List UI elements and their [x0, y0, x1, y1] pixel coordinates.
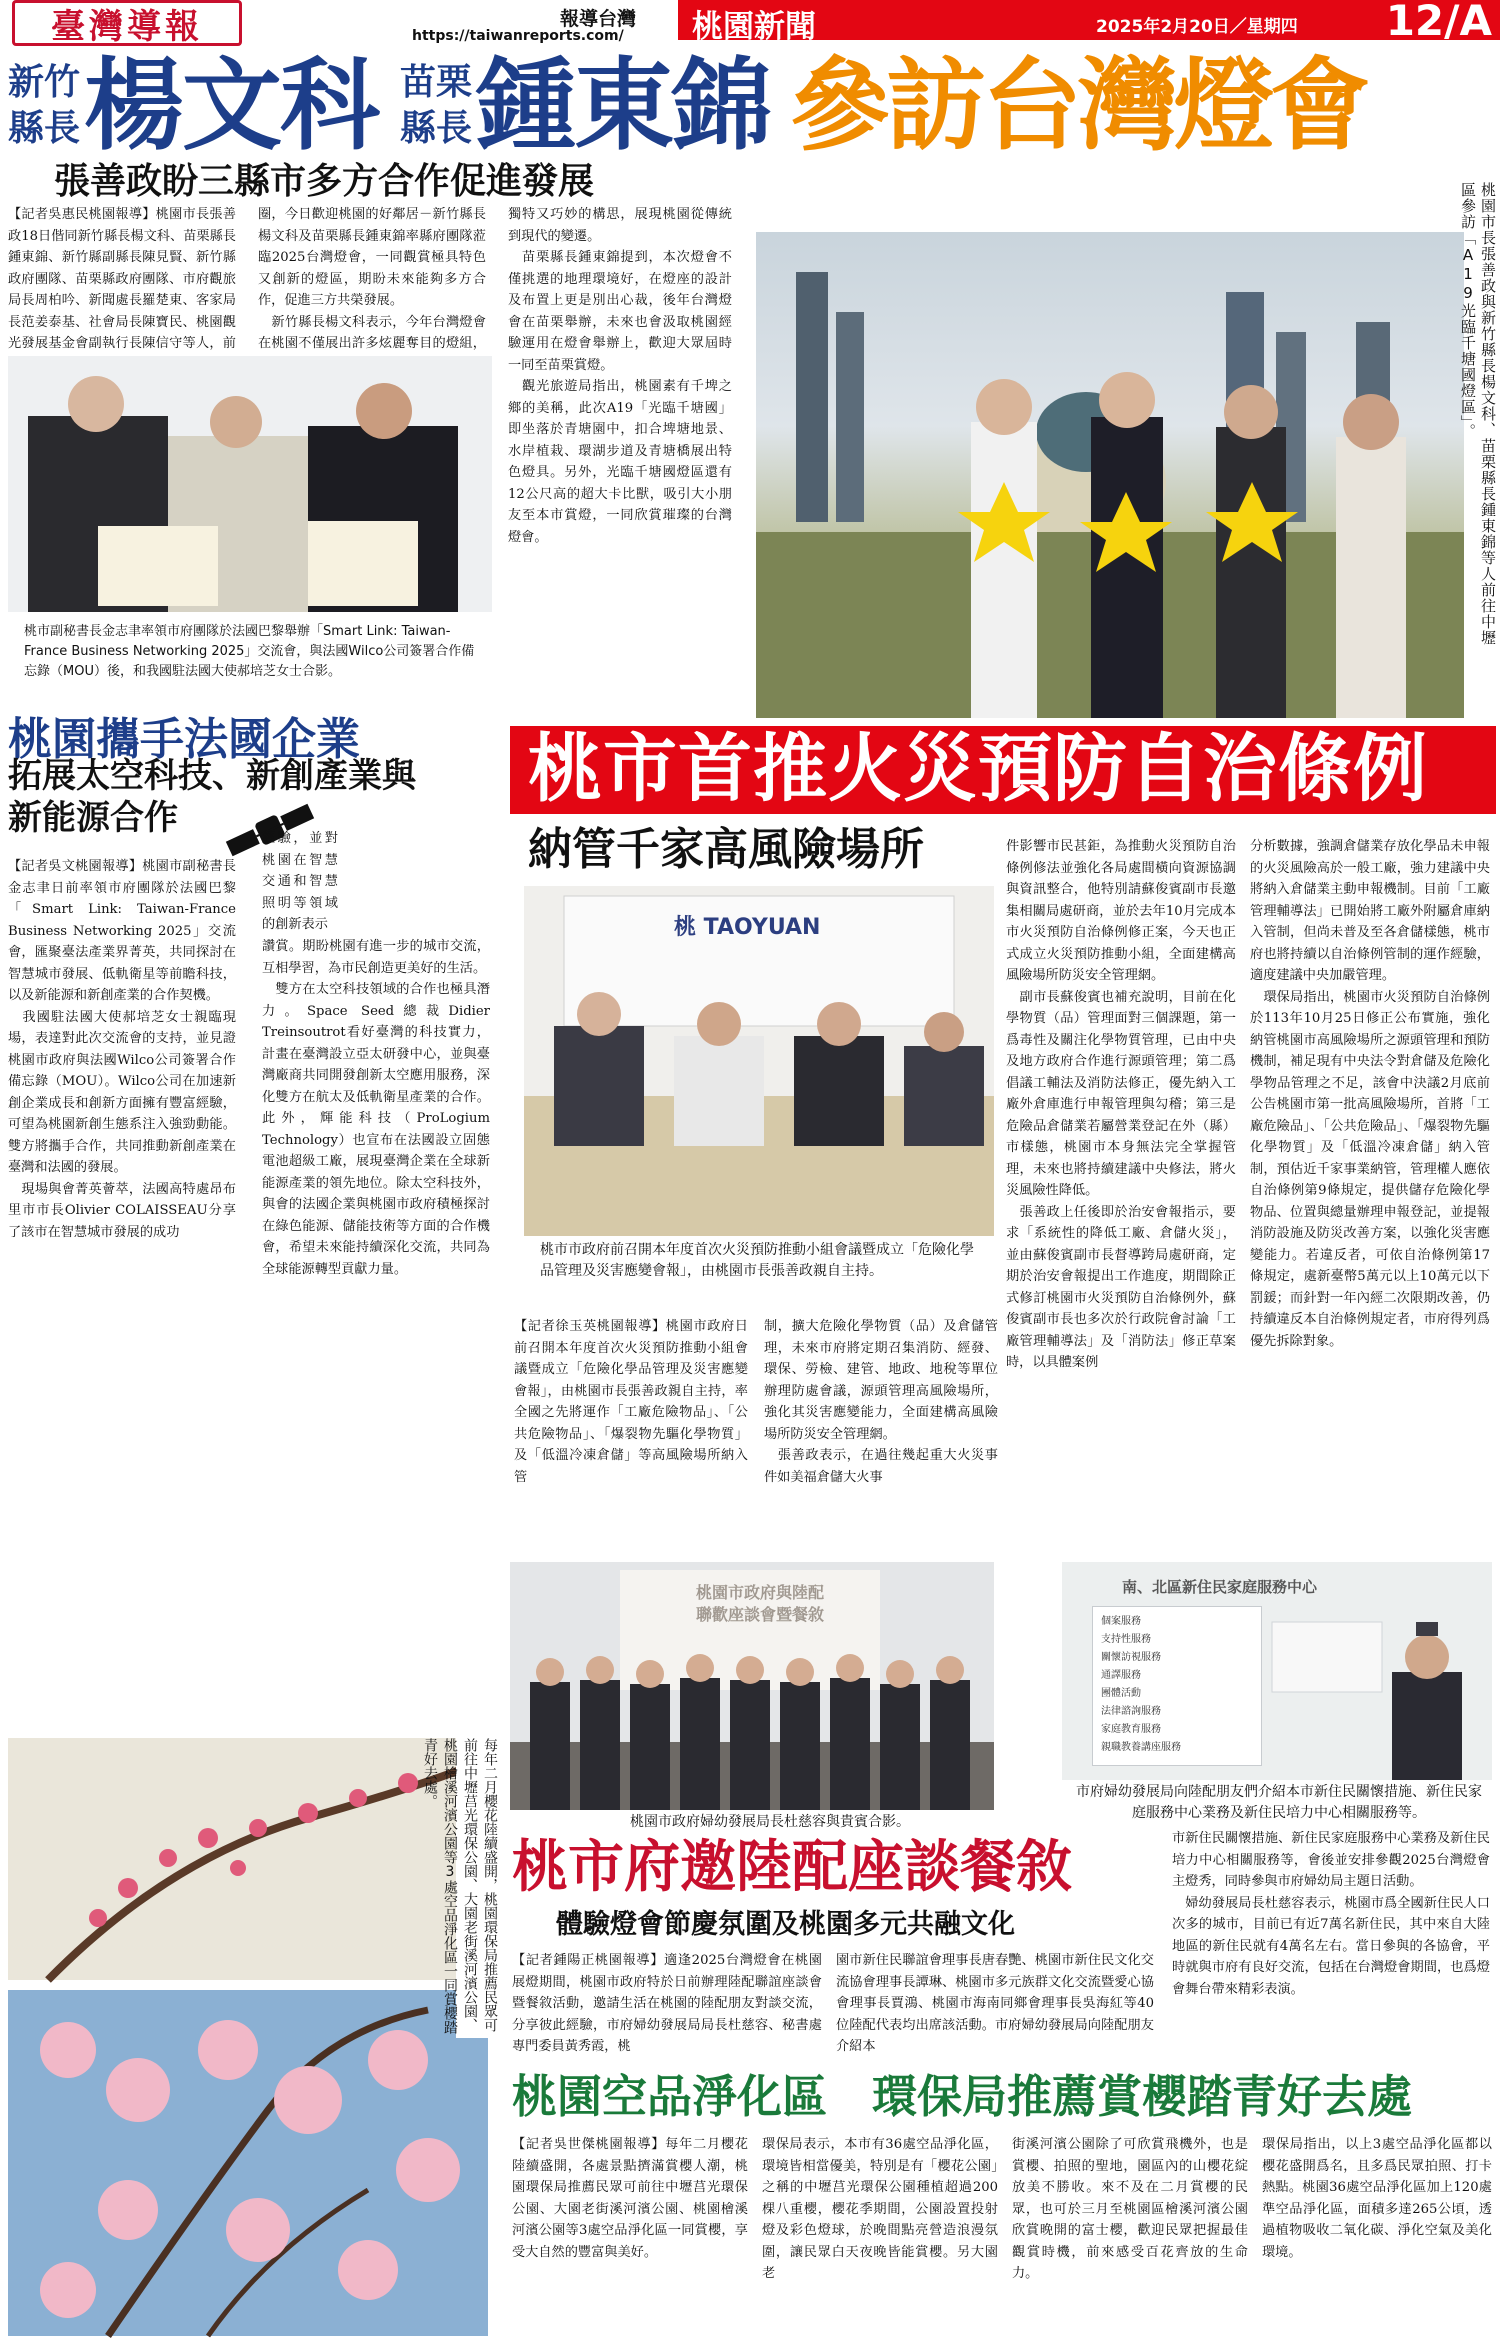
slide-item: 團體活動: [1101, 1688, 1141, 1699]
fire-col-b: 制，擴大危險化學物質（品）及倉儲管理，未來市府將定期召集消防、經發、環保、勞檢、建管、地政、地稅等單位辦理防處會議，源頭管理高風險場所，強化其災害應變能力，全面建構高風險場所防災安全管理網。 張善政表示，在過往幾起重大火災事件如美福倉儲大火事: [764, 1319, 998, 1485]
fire-subhead: 納管千家高風險場所: [528, 824, 924, 875]
headline-subtitle: 張善政盼三縣市多方合作促進發展: [54, 161, 595, 202]
masthead: [0, 0, 1500, 46]
cherry-col-2: 環保局表示，本市有36處空品淨化區，環境皆相當優美，特別是有「櫻花公園」之稱的中壢莒光環保公園種植超過200棵八重櫻，櫻花季期間，公園設置投射燈及彩色燈球，於晚間點亮營造浪漫氛圍，讓民眾白天夜晚皆能賞櫻。另大園老: [762, 2137, 998, 2281]
slide-item: 關懷訪視服務: [1101, 1652, 1161, 1663]
headline-name-chung: 鍾東錦: [476, 47, 770, 164]
dinner-subhead: 體驗燈會節慶氛圍及桃園多元共融文化: [556, 1909, 1015, 1940]
slide-item: 法律諮詢服務: [1101, 1706, 1161, 1717]
dinner-col-c: 市新住民關懷措施、新住民家庭服務中心業務及新住民培力中心相關服務等，會後並安排參觀2025台灣燈會主燈秀，同時參與市府婦幼局主題日活動。 婦幼發展局長杜慈容表示，桃園市爲全國新住民人口次多的城市，目前已有近7萬名新住民，其中來自大陸地區的新住民就有4萬名左右。當日參與的各協會，平時就與市府有良好交流，包括在台灣燈會期間，也爲燈會舞台帶來精彩表演。: [1172, 1831, 1490, 1997]
cherry-photo-caption: 每年二月櫻花陸續盛開，桃園環保局推薦民眾可前往中壢莒光環保公園、大園老街溪河濱公園、桃園檜溪河濱公園等3處空品淨化區一同賞櫻踏青好去處。: [456, 1738, 500, 2038]
fire-photo-caption: 桃市市政府前召開本年度首次火災預防推動小組會議暨成立「危險化學品管理及災害應變會報」，由桃園市長張善政親自主持。: [540, 1242, 974, 1279]
slide-item: 支持性服務: [1101, 1634, 1151, 1645]
cherry-col-4: 環保局指出，以上3處空品淨化區都以櫻花盛開爲名，且多爲民眾拍照、打卡熱點。桃園36處空品淨化區加上120處準空品淨化區，面積多達265公頃，透過植物吸收二氧化碳、淨化空氣及美化環境。: [1262, 2137, 1492, 2260]
france-col-a: 【記者吳文桃園報導】桃園市副秘書長金志聿日前率領市府團隊於法國巴黎「Smart Link: Taiwan-France Business Networking 2025」交流會，匯聚臺法產業界菁英，共同探討在智慧城市發展、低軌衛星等前瞻科技，以及新能源和新創產業的合作契機。 我國駐法國大使郝培芝女士親臨現場，表達對此次交流會的支持，並見證桃園市政府與法國Wilco公司簽署合作備忘錄（MOU）。Wilco公司在加速新創企業成長和創新方面擁有豐富經驗，可望為桃園新創生態系注入強勁動能。雙方將攜手合作，共同推動新創產業在臺灣和法國的發展。 現場與會菁英薈萃，法國高特處昂布里市市長Olivier COLAISSEAU分享了該市在智慧城市發展的成功: [8, 859, 236, 1240]
dinner-photo-1-banner: 桃園市政府與陸配 聯歡座談會暨餐敘: [695, 1583, 824, 1624]
dinner-photo-1-caption: 桃園市政府婦幼發展局長杜慈容與貴賓合影。: [630, 1814, 910, 1830]
slide-item: 個案服務: [1101, 1616, 1141, 1627]
dinner-photo-2: [1062, 1562, 1492, 1780]
lantern-col-1: 【記者吳惠民桃園報導】桃園市長張善政18日偕同新竹縣長楊文科、苗栗縣長鍾東錦、新竹縣副縣長陳見賢、新竹縣政府團隊、苗栗縣政府團隊、市府觀旅局長周柏吟、新聞處長羅楚東、客家局長范姜泰基、社會局長陳寶民、桃園觀光發展基金會副執行長陳信守等人，前: [8, 207, 236, 351]
report-label: 報導台灣: [560, 8, 637, 30]
cherry-col-1: 【記者吳世傑桃園報導】每年二月櫻花陸續盛開，各處景點擠滿賞櫻人潮，桃園環保局推薦民眾可前往中壢莒光環保公園、大園老街溪河濱公園、桃園檜溪河濱公園等3處空品淨化區一同賞櫻，享受大自然的豐富與美好。: [512, 2137, 748, 2260]
headline-label-miaoli: 苗栗 縣長: [399, 62, 472, 149]
headline-name-yang: 楊文科: [84, 47, 378, 164]
headline-label-hsinchu: 新竹 縣長: [7, 62, 80, 149]
site-url: https://taiwanreports.com/: [412, 28, 624, 44]
logo: [12, 0, 242, 46]
cherry-col-3: 街溪河濱公園除了可欣賞飛機外，也是賞櫻、拍照的聖地，園區內的山櫻花綻放美不勝收。來不及在二月賞櫻的民眾，也可於三月至桃園區檜溪河濱公園欣賞晚開的富士櫻，歡迎民眾把握最佳觀賞時機，前來感受百花齊放的生命力。: [1012, 2137, 1248, 2281]
lantern-photo: [756, 232, 1464, 718]
fire-headline: 桃市首推火災預防自治條例: [528, 726, 1428, 812]
lantern-col-3: 獨特又巧妙的構思，展現桃園從傳統到現代的變遷。 苗栗縣長鍾東錦提到，本次燈會不僅挑選的地理環境好，在燈座的設計及布置上更是別出心裁，後年台灣燈會在苗栗舉辦，未來也會汲取桃園經驗運用在燈會舉辦上，歡迎大眾屆時一同至苗栗賞燈。 觀光旅遊局指出，桃園素有千埤之鄉的美稱，此次A19「光臨千塘國」即坐落於青塘園中，扣合埤塘地景、水岸植栽、環湖步道及青塘橋展出特色燈具。另外，光臨千塘國燈區還有12公尺高的超大卡比獸，吸引大小朋友至本市賞燈，一同欣賞璀璨的台灣燈會。: [508, 207, 732, 545]
lantern-photo-caption: 桃園市長張善政與新竹縣長楊文科、苗栗縣長鍾東錦等人前往中壢區參訪「A19光臨千塘國燈區」。: [1459, 182, 1497, 646]
dinner-photo-2-scene: [1062, 1562, 1492, 1780]
dinner-headline: 桃市府邀陸配座談餐敘: [512, 1835, 1072, 1900]
cherry-photo-2: [8, 1990, 488, 2336]
france-photo-caption: 桃市副秘書長金志聿率領市府團隊於法國巴黎舉辦「Smart Link: Taiwan-France Business Networking 2025」交流會，與法國Wilco公司簽署合作備忘錄（MOU）後，和我國駐法國大使郝培芝女士合影。: [24, 624, 475, 679]
dinner-photo-2-caption: 市府婦幼發展局向陸配朋友們介紹本市新住民關懷措施、新住民家庭服務中心業務及新住民培力中心相關服務等。: [1076, 1784, 1482, 1821]
france-subhead-1: 拓展太空科技、新創產業與: [8, 756, 416, 796]
slide-item: 親職教養講座服務: [1101, 1742, 1181, 1753]
logo-text: 臺灣導報: [51, 6, 203, 47]
main-headline: [6, 47, 1494, 164]
fire-col-a: 【記者徐玉英桃園報導】桃園市政府日前召開本年度首次火災預防推動小組會議暨成立「危險化學品管理及災害應變會報」，由桃園市長張善政親自主持，率全國之先將運作「工廠危險物品」、「公共危險物品」、「爆裂物先驅化學物質」及「低溫冷凍倉儲」等高風險場所納入管: [514, 1319, 748, 1485]
fire-headline-box: [510, 726, 1496, 814]
slide-item: 家庭教育服務: [1101, 1724, 1161, 1735]
france-photo: [8, 356, 492, 612]
france-photo-scene: [8, 356, 492, 612]
france-headline: 桃園攜手法國企業: [8, 714, 360, 765]
cherry-headline: 桃園空品淨化區 環保局推薦賞櫻踏青好去處: [512, 2070, 1413, 2123]
cherry-photo-1: [8, 1738, 488, 1980]
france-subhead-2: 新能源合作: [8, 798, 178, 838]
slide-item: 通譯服務: [1101, 1670, 1141, 1681]
cherry-photo-1-scene: [8, 1738, 488, 1980]
page-number: 12/A: [1385, 0, 1492, 45]
section-name: 桃園新聞: [692, 9, 816, 45]
lantern-photo-scene: [756, 232, 1464, 718]
section-bar: [678, 0, 1500, 45]
lantern-col-2: 圈，今日歡迎桃園的好鄰居－新竹縣長楊文科及苗栗縣長鍾東錦率縣府團隊蒞臨2025台灣燈會，一同觀賞極具特色又創新的燈區，期盼未來能夠多方合作，促進三方共榮發展。 新竹縣長楊文科表示，今年台灣燈會在桃園不僅展出許多炫麗奪目的燈組，: [258, 207, 486, 351]
dinner-photo-1: [510, 1562, 994, 1810]
issue-date: 2025年2月20日／星期四: [1096, 17, 1298, 37]
slide-title: 南、北區新住民家庭服務中心: [1122, 1578, 1318, 1596]
france-col-a-top: 經驗，並對桃園在智慧交通和智慧照明等領域的創新表示: [262, 831, 338, 932]
fire-photo-banner: 桃 TAOYUAN: [674, 915, 821, 940]
fire-col-4: 分析數據，強調倉儲業存放化學品未申報的火災風險高於一般工廠，強力建議中央將納入倉儲業主動申報機制。目前「工廠管理輔導法」已開始將工廠外附屬倉庫納入管制，但尚未普及至各倉儲樣態，桃市府也將持續以自治條例管制的運作經驗，適度建議中央加嚴管理。 環保局指出，桃園市火災預防自治條例於113年10月25日修正公布實施，強化納管桃園市高風險場所之源頭管理和預防機制，補足現有中央法令對倉儲及危險化學物品管理之不足，該會中決議2月底前公告桃園市第一批高風險場所，首將「工廠危險品」、「公共危險品」、「爆裂物先驅化學物質」及「低溫冷凍倉儲」納入管制，預估近千家事業納管，管理權人應依自治條例第9條規定，提供儲存危險化學物品、位置與總量辦理申報登記，並提報消防設施及防災改善方案，以強化災害應變能力。若違反者，可依自治條例第17條規定，處新臺幣5萬元以上10萬元以下罰鍰；而針對一年內經二次限期改善，仍持續違反本自治條例規定者，市府得列爲優先拆除對象。: [1250, 839, 1490, 1349]
france-col-b: 讚賞。期盼桃園有進一步的城市交流，互相學習，為市民創造更美好的生活。 雙方在太空科技領域的合作也極具潛力。Space Seed總裁Didier Treinsoutrot看好臺灣的科技實力，計畫在臺灣設立亞太研發中心，並與臺灣廠商共同開發創新太空應用服務，深化雙方在航太及低軌衛星產業的合作。此外，輝能科技（ProLogium Technology）也宣布在法國設立固態電池超級工廠，展現臺灣企業在全球新能源產業的領先地位。除太空科技外，與會的法國企業與桃園市政府積極探討在綠色能源、儲能技術等方面的合作機會，希望未來能持續深化交流，共同為全球能源轉型貢獻力量。: [262, 939, 490, 1277]
dinner-col-a: 【記者鍾陽正桃園報導】適逢2025台灣燈會在桃園展燈期間，桃園市政府特於日前辦理陸配聯誼座談會暨餐敘活動，邀請生活在桃園的陸配朋友對談交流，分享彼此經驗，市府婦幼發展局局長杜慈容、秘書處專門委員黃秀霞，桃: [512, 1953, 822, 2054]
cherry-photo-2-scene: [8, 1990, 488, 2336]
fire-col-3: 件影響市民甚鉅，為推動火災預防自治條例修法並強化各局處間橫向資源協調與資訊整合，他特別請蘇俊賓副市長邀集相關局處研商，並於去年10月完成本市火災預防自治條例修正案，今天也正式成立火災預防推動小組，全面建構高風險場所防災安全管理網。 副市長蘇俊賓也補充說明，目前在化學物質（品）管理面對三個課題，第一爲毒性及關注化學物質管理，已由中央及地方政府合作進行源頭管理；第二爲倡議工輔法及消防法修正，優先納入工廠外倉庫進行申報管理與勾稽；第三是危險品倉儲業若屬營業登記在外（縣）市樣態，桃園市本身無法完全掌握管理，未來也將持續建議中央修法，將火災風險性降低。 張善政上任後即於治安會報指示，要求「系統性的降低工廠、倉儲火災」，並由蘇俊賓副市長督導跨局處研商，定期於治安會報提出工作進度，期間除正式修訂桃園市火災預防自治條例外，蘇俊賓副市長也多次於行政院會討論「工廠管理輔導法」及「消防法」修正草案時，以具體案例: [1006, 839, 1236, 1370]
dinner-col-b: 園市新住民聯誼會理事長唐春艷、桃園市新住民文化交流協會理事長譚琳、桃園市多元族群文化交流暨愛心協會理事長賈鴻、桃園市海南同鄉會理事長吳海紅等40位陸配代表均出席該活動。市府婦幼發展局向陸配朋友介紹本: [836, 1953, 1154, 2054]
headline-rest: 參訪台灣燈會: [790, 47, 1366, 164]
fire-photo: [524, 886, 994, 1236]
